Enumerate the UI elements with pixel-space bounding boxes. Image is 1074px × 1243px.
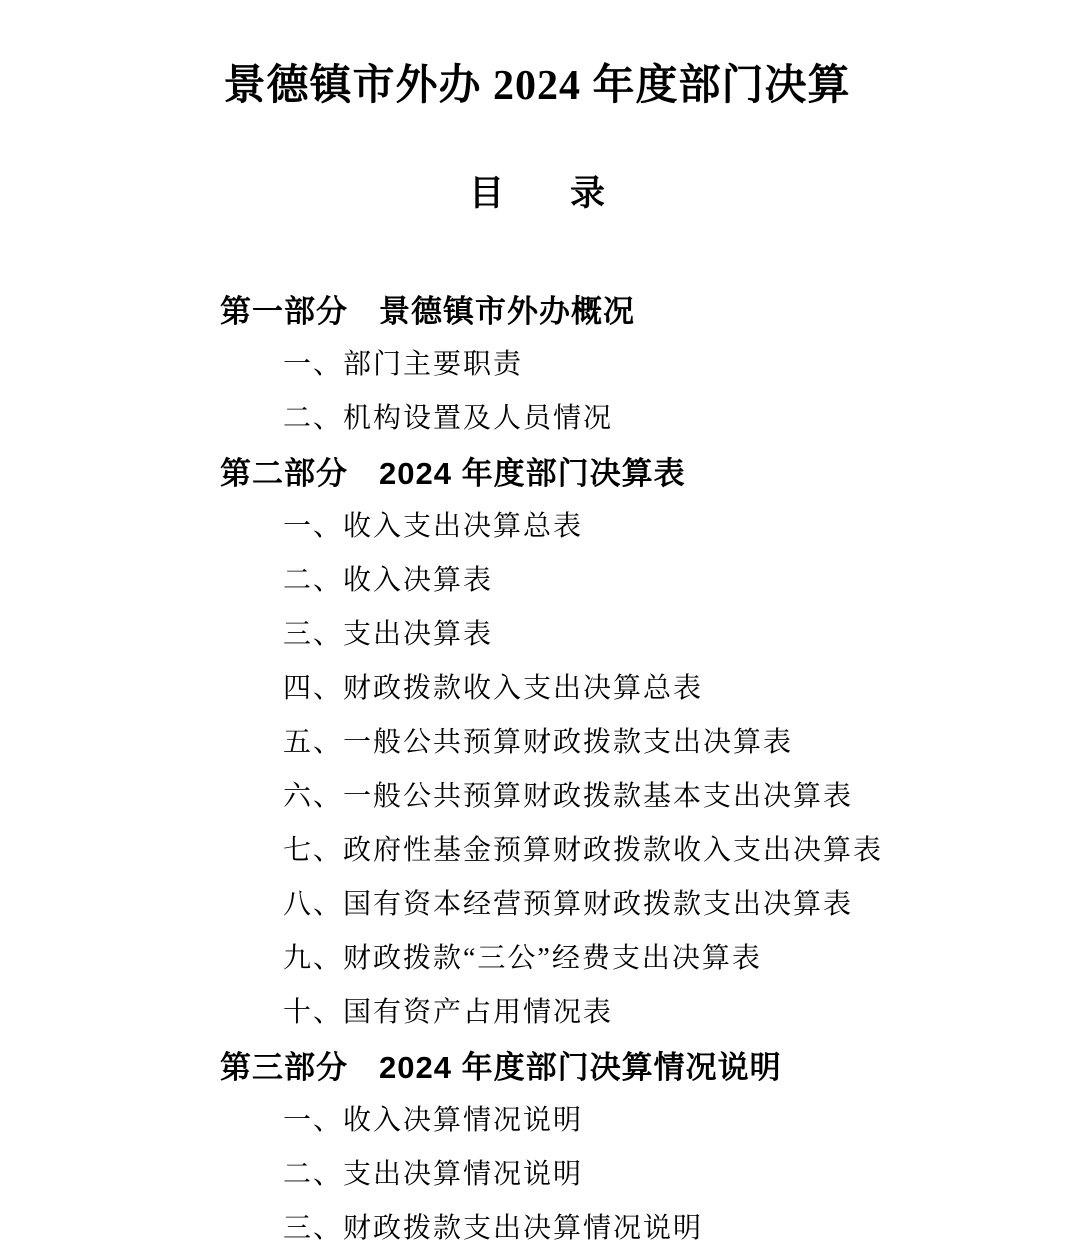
toc-item: 二、机构设置及人员情况 <box>283 403 614 434</box>
toc-item: 七、政府性基金预算财政拨款收入支出决算表 <box>283 835 884 866</box>
toc-item: 一、收入决算情况说明 <box>283 1105 584 1136</box>
page-title: 景德镇市外办 2024 年度部门决算 <box>223 63 851 109</box>
toc-part-title: 2024 年度部门决算表 <box>379 455 686 491</box>
toc-part-label: 第二部分 <box>220 455 348 491</box>
toc-part-title: 景德镇市外办概况 <box>379 293 635 329</box>
toc-item: 四、财政拨款收入支出决算总表 <box>283 673 704 704</box>
toc-heading-char-right: 录 <box>570 174 606 213</box>
toc-heading <box>0 174 1074 214</box>
toc-item: 一、部门主要职责 <box>283 349 524 380</box>
toc-part-label: 第一部分 <box>220 293 348 329</box>
toc-item: 五、一般公共预算财政拨款支出决算表 <box>283 727 794 758</box>
toc-part-heading <box>220 281 1034 335</box>
toc-item: 九、财政拨款“三公”经费支出决算表 <box>283 943 762 974</box>
toc-part-heading <box>220 443 1034 497</box>
toc-item: 八、国有资本经营预算财政拨款支出决算表 <box>283 889 854 920</box>
table-of-contents <box>220 281 1034 1243</box>
toc-item: 六、一般公共预算财政拨款基本支出决算表 <box>283 781 854 812</box>
toc-item: 三、财政拨款支出决算情况说明 <box>283 1213 704 1243</box>
toc-part-title: 2024 年度部门决算情况说明 <box>379 1049 782 1085</box>
toc-item: 一、收入支出决算总表 <box>283 511 584 542</box>
toc-part-heading <box>220 1037 1034 1091</box>
toc-item: 二、收入决算表 <box>283 565 494 596</box>
toc-part-label: 第三部分 <box>220 1049 348 1085</box>
toc-item: 十、国有资产占用情况表 <box>283 997 614 1028</box>
toc-heading-char-left: 目 <box>468 174 504 213</box>
toc-item: 二、支出决算情况说明 <box>283 1159 584 1190</box>
toc-item: 三、支出决算表 <box>283 619 494 650</box>
